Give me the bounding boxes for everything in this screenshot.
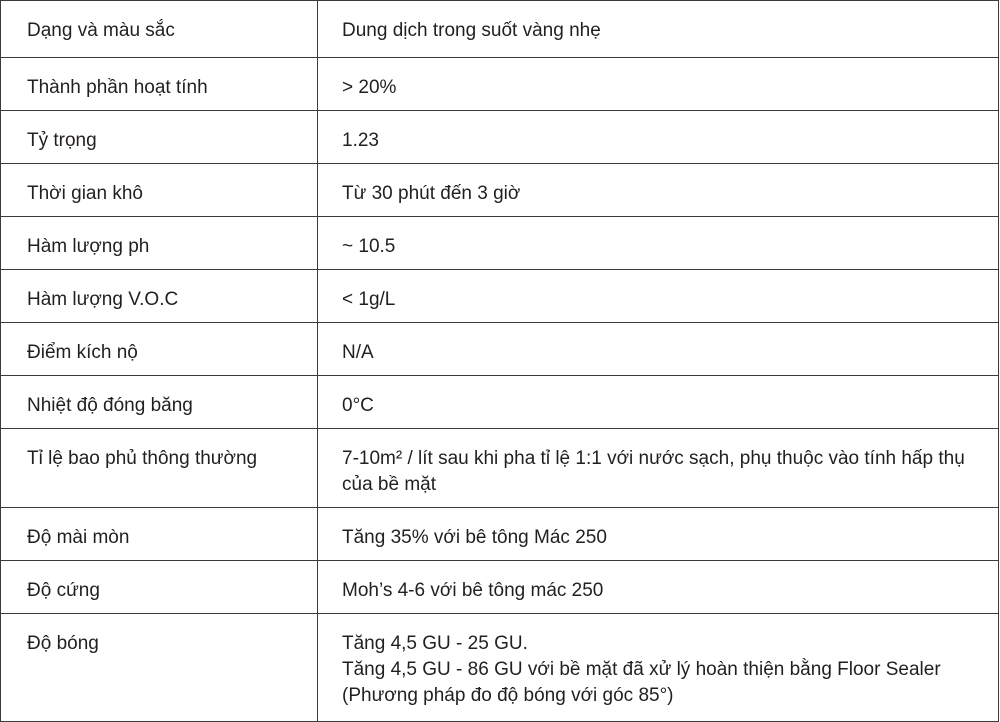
- table-row: [1, 323, 999, 376]
- row-label-cell: [1, 217, 318, 270]
- row-value: N/A: [342, 342, 374, 363]
- row-label: Thời gian khô: [27, 183, 143, 204]
- row-label-cell: [1, 429, 318, 508]
- row-value: 0°C: [342, 395, 374, 416]
- table-row: [1, 614, 999, 722]
- row-label: Tỉ lệ bao phủ thông thường: [27, 448, 258, 469]
- row-value-cell: [318, 1, 999, 58]
- row-label-cell: [1, 614, 318, 722]
- table-row: [1, 111, 999, 164]
- row-value-cell: [318, 111, 999, 164]
- row-label: Hàm lượng V.O.C: [27, 289, 179, 310]
- table-row: [1, 561, 999, 614]
- row-label: Điểm kích nộ: [27, 342, 138, 363]
- row-label: Thành phần hoạt tính: [27, 77, 208, 98]
- row-value-cell: [318, 508, 999, 561]
- table-row: [1, 270, 999, 323]
- table-row: [1, 508, 999, 561]
- row-label-cell: [1, 1, 318, 58]
- row-value-cell: [318, 429, 999, 508]
- table-row: [1, 1, 999, 58]
- row-label-cell: [1, 58, 318, 111]
- row-label: Độ mài mòn: [27, 527, 130, 548]
- row-value-cell: [318, 217, 999, 270]
- row-label-cell: [1, 270, 318, 323]
- row-value-cell: [318, 614, 999, 722]
- row-label: Độ bóng: [27, 633, 99, 654]
- row-value: Moh’s 4-6 với bê tông mác 250: [342, 580, 604, 601]
- row-value-line: 7-10m² / lít sau khi pha tỉ lệ 1:1 với nước sạch, phụ thuộc vào tính hấp thụ: [342, 448, 965, 469]
- table-row: [1, 164, 999, 217]
- row-value: 1.23: [342, 130, 379, 151]
- row-label-cell: [1, 376, 318, 429]
- row-label: Dạng và màu sắc: [27, 20, 175, 41]
- table-row: [1, 429, 999, 508]
- row-value-line: Tăng 4,5 GU - 86 GU với bề mặt đã xử lý hoàn thiện bằng Floor Sealer: [342, 659, 941, 680]
- row-label: Tỷ trọng: [27, 130, 97, 151]
- row-label: Độ cứng: [27, 580, 100, 601]
- spec-table-body: [1, 1, 999, 722]
- row-value-cell: [318, 561, 999, 614]
- row-label-cell: [1, 164, 318, 217]
- row-value-cell: [318, 270, 999, 323]
- row-value-cell: [318, 376, 999, 429]
- row-value: > 20%: [342, 77, 397, 98]
- row-value: Dung dịch trong suốt vàng nhẹ: [342, 20, 601, 41]
- row-value: < 1g/L: [342, 289, 396, 310]
- row-label-cell: [1, 561, 318, 614]
- row-value: Tăng 35% với bê tông Mác 250: [342, 527, 607, 548]
- row-value-line: Tăng 4,5 GU - 25 GU.: [342, 633, 528, 654]
- row-value-cell: [318, 164, 999, 217]
- row-label-cell: [1, 508, 318, 561]
- row-label: Nhiệt độ đóng băng: [27, 395, 193, 416]
- table-row: [1, 376, 999, 429]
- table-row: [1, 217, 999, 270]
- row-value: ~ 10.5: [342, 236, 396, 257]
- row-label-cell: [1, 323, 318, 376]
- row-label: Hàm lượng ph: [27, 236, 150, 257]
- row-value-line: của bề mặt: [342, 474, 436, 495]
- table-row: [1, 58, 999, 111]
- row-value-cell: [318, 323, 999, 376]
- row-value-line: (Phương pháp đo độ bóng với góc 85°): [342, 685, 674, 706]
- row-label-cell: [1, 111, 318, 164]
- row-value-cell: [318, 58, 999, 111]
- row-value: Từ 30 phút đến 3 giờ: [342, 183, 521, 204]
